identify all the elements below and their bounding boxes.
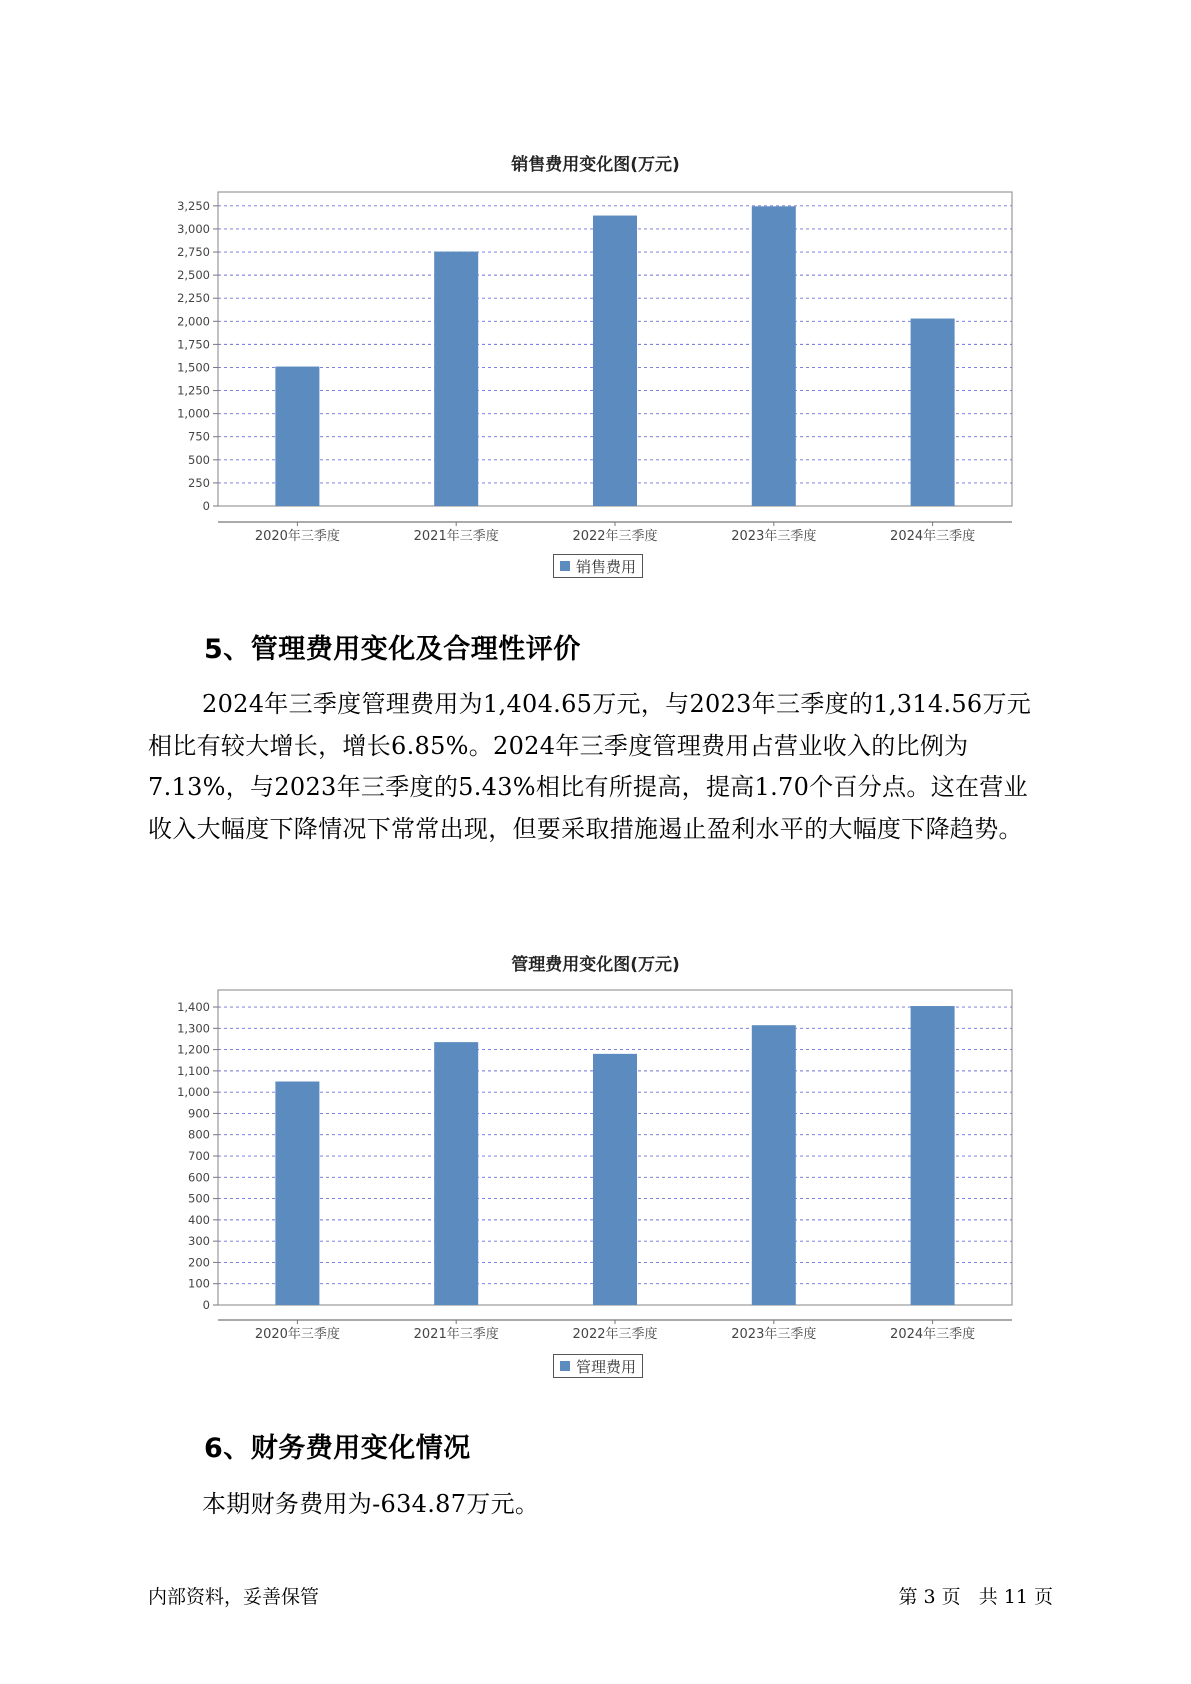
y-tick-label: 900: [188, 1106, 210, 1121]
chart-legend: [553, 1354, 643, 1378]
x-tick-label: 2024年三季度: [890, 1327, 976, 1342]
y-tick-label: 700: [188, 1149, 210, 1164]
y-tick-label: 500: [188, 452, 210, 467]
x-tick-label: 2020年三季度: [254, 529, 340, 544]
section6-heading: 6、财务费用变化情况: [204, 1433, 471, 1464]
y-tick-label: 500: [188, 1191, 210, 1206]
section5-heading: 5、管理费用变化及合理性评价: [204, 634, 581, 665]
footer-left: 内部资料，妥善保管: [148, 1586, 320, 1608]
bar: [911, 1006, 955, 1305]
y-tick-label: 1,250: [177, 383, 210, 398]
legend-swatch: [560, 1361, 570, 1371]
chart-title: 管理费用变化图(万元): [511, 955, 680, 975]
x-tick-label: 2021年三季度: [413, 1327, 499, 1342]
y-tick-label: 2,250: [177, 291, 210, 306]
section6-paragraph: 本期财务费用为-634.87万元。: [202, 1490, 540, 1518]
legend-label: 管理费用: [576, 1357, 637, 1376]
y-tick-label: 3,000: [177, 221, 210, 236]
y-tick-label: 750: [188, 429, 210, 444]
y-tick-label: 1,000: [177, 1085, 210, 1100]
y-tick-label: 3,250: [177, 198, 210, 213]
x-tick-label: 2020年三季度: [254, 1327, 340, 1342]
x-tick-label: 2023年三季度: [731, 529, 817, 544]
legend-label: 销售费用: [576, 557, 637, 576]
y-tick-label: 300: [188, 1234, 210, 1249]
y-tick-label: 1,750: [177, 337, 210, 352]
bar: [434, 1042, 478, 1305]
footer-right: 第 3 页 共 11 页: [898, 1586, 1053, 1608]
y-tick-label: 1,200: [177, 1042, 210, 1057]
y-tick-label: 800: [188, 1127, 210, 1142]
y-tick-label: 0: [202, 1298, 210, 1312]
y-tick-label: 400: [188, 1212, 210, 1227]
y-tick-label: 1,000: [177, 406, 210, 421]
y-tick-label: 2,500: [177, 268, 210, 283]
x-tick-label: 2024年三季度: [890, 529, 976, 544]
y-tick-label: 250: [188, 475, 210, 490]
x-tick-label: 2022年三季度: [572, 1327, 658, 1342]
bar: [752, 1025, 796, 1305]
y-tick-label: 600: [188, 1170, 210, 1185]
y-tick-label: 200: [188, 1255, 210, 1270]
x-tick-label: 2021年三季度: [413, 529, 499, 544]
y-tick-label: 0: [202, 499, 210, 513]
y-tick-label: 100: [188, 1276, 210, 1291]
section5-paragraph: 2024年三季度管理费用为1,404.65万元，与2023年三季度的1,314.56万元相比有较大增长，增长6.85%。2024年三季度管理费用占营业收入的比例为7.13%，与2023年三季度的5.43%相比有所提高，提高1.70个百分点。这在营业收入大幅度下降情况下常常出现，但要采取措施遏止盈利水平的大幅度下降趋势。: [148, 690, 1032, 843]
y-tick-label: 1,500: [177, 360, 210, 375]
bar: [593, 1054, 637, 1305]
y-tick-label: 2,000: [177, 314, 210, 329]
y-tick-label: 2,750: [177, 245, 210, 260]
chart-title: 销售费用变化图(万元): [511, 155, 680, 175]
y-tick-label: 1,100: [177, 1063, 210, 1078]
y-tick-label: 1,300: [177, 1021, 210, 1036]
x-tick-label: 2023年三季度: [731, 1327, 817, 1342]
bar: [275, 1082, 319, 1305]
x-tick-label: 2022年三季度: [572, 529, 658, 544]
y-tick-label: 1,400: [177, 1000, 210, 1015]
